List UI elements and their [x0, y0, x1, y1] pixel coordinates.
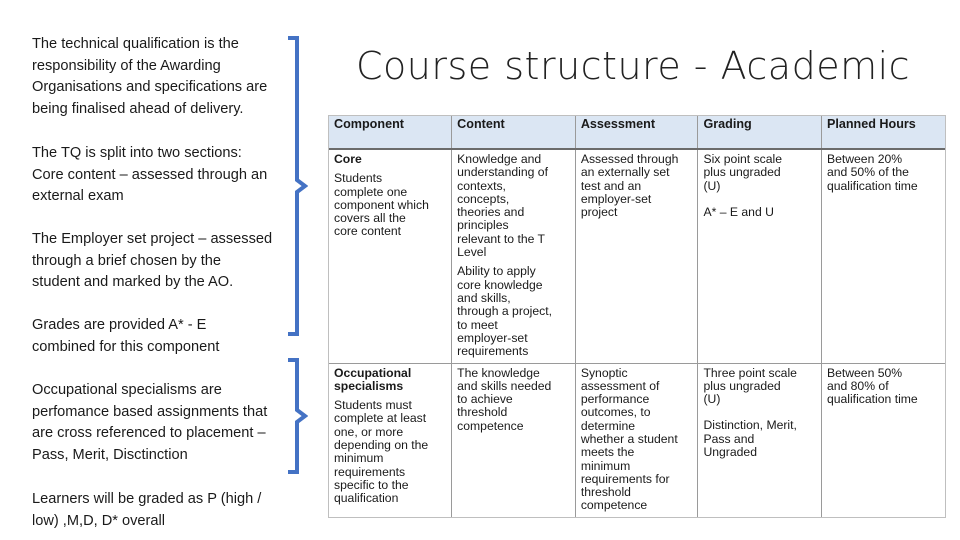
occ-grading-scale: [703, 367, 817, 407]
paragraph-tq-responsibility: [32, 34, 302, 120]
text-line: component which: [334, 197, 429, 212]
paragraph-line: low) ,M,D, D* overall: [32, 512, 165, 529]
text-line: outcomes, to: [580, 405, 651, 420]
text-line: requirements: [457, 344, 529, 359]
occ-component-desc: [334, 399, 448, 505]
text-line: core knowledge: [457, 277, 543, 292]
occupational-brace-icon: [284, 358, 308, 474]
text-line: Six point scale: [703, 152, 783, 166]
text-line: and 80% of: [826, 378, 889, 393]
text-line: employer-set: [580, 191, 652, 206]
occ-assessment-text: [581, 367, 695, 513]
paragraph-line: The Employer set project – assessed: [32, 231, 273, 247]
text-line: qualification time: [826, 392, 918, 407]
text-line: qualification time: [826, 178, 918, 193]
text-line: (U): [703, 392, 721, 407]
text-line: minimum: [334, 451, 384, 466]
core-grading-cell: [698, 149, 821, 363]
core-component-cell: [329, 149, 452, 363]
paragraph-line: student and marked by the AO.: [32, 274, 234, 291]
core-assessment-text: [581, 153, 695, 219]
table-header-row: [329, 116, 945, 149]
paragraph-line: Pass, Merit, Disctinction: [32, 446, 188, 463]
core-content-ability: [457, 265, 572, 358]
occ-hours-text: [827, 367, 942, 407]
text-line: principles: [457, 218, 509, 233]
header-assessment: Assessment: [575, 116, 698, 149]
text-line: complete one: [334, 184, 408, 199]
text-line: competence: [580, 498, 648, 513]
paragraph-line: The technical qualification is the: [32, 36, 239, 52]
paragraph-line: Organisations and specifications are: [32, 79, 268, 96]
core-content-knowledge: [457, 153, 572, 259]
text-line: and skills,: [457, 290, 511, 305]
core-grading-scale: [703, 153, 817, 193]
occ-assessment-cell: [575, 363, 698, 517]
text-line: Pass and: [703, 431, 755, 446]
text-line: and skills needed: [457, 378, 552, 393]
course-structure-table: [328, 115, 946, 518]
paragraph-line: through a brief chosen by the: [32, 252, 222, 269]
text-line: contexts,: [457, 178, 506, 193]
text-line: one, or more: [334, 424, 404, 439]
text-line: determine: [580, 418, 636, 433]
core-brace-icon: [284, 36, 308, 336]
paragraph-line: Occupational specialisms are: [32, 382, 222, 398]
text-line: plus ungraded: [703, 165, 781, 180]
text-line: Synoptic: [580, 365, 628, 380]
text-line: and 50% of the: [826, 165, 909, 180]
paragraph-overall-grading: [32, 489, 302, 532]
header-grading: Grading: [698, 116, 821, 149]
text-line: qualification: [334, 491, 399, 506]
text-line: theories and: [457, 205, 525, 220]
text-line: test and an: [580, 178, 642, 193]
text-line: Students must: [334, 398, 412, 413]
core-content-cell: [452, 149, 576, 363]
header-content: Content: [452, 116, 576, 149]
text-line: core content: [334, 224, 402, 239]
core-hours-text: [827, 153, 942, 193]
text-line: performance: [580, 392, 650, 407]
text-line: to meet: [457, 317, 498, 332]
occ-content-cell: [452, 363, 576, 517]
header-planned-hours: Planned Hours: [821, 116, 945, 149]
paragraph-line: external exam: [32, 188, 124, 205]
paragraph-line: being finalised ahead of delivery.: [32, 100, 244, 117]
text-line: Assessed through: [580, 152, 679, 166]
text-line: assessment of: [580, 378, 660, 393]
text-line: relevant to the T: [457, 231, 546, 246]
text-line: Level: [457, 245, 487, 260]
text-line: requirements for: [580, 471, 670, 486]
text-line: Distinction, Merit,: [703, 418, 797, 433]
paragraph-occupational-specialisms: [32, 380, 302, 466]
text-line: an externally set: [580, 165, 670, 180]
text-line: minimum: [580, 458, 631, 473]
occ-grading-levels: [703, 419, 817, 459]
text-line: Ungraded: [703, 444, 757, 459]
text-line: project: [580, 205, 618, 220]
text-line: depending on the: [334, 437, 429, 452]
paragraph-line: are cross referenced to placement –: [32, 425, 266, 442]
core-grading-range: A* – E and U: [703, 204, 774, 219]
occ-component-cell: [329, 363, 452, 517]
table-row-occupational: [329, 363, 945, 517]
text-line: The knowledge: [457, 365, 540, 380]
paragraph-line: responsibility of the Awarding: [32, 57, 221, 74]
text-line: specialisms: [334, 378, 404, 393]
occ-hours-cell: [821, 363, 945, 517]
text-line: requirements: [334, 464, 406, 479]
paragraph-employer-project: [32, 229, 302, 294]
text-line: threshold: [457, 405, 508, 420]
text-line: covers all the: [334, 211, 406, 226]
header-component: Component: [329, 116, 452, 149]
core-hours-cell: [821, 149, 945, 363]
text-line: competence: [457, 418, 524, 433]
paragraph-tq-split: [32, 143, 302, 208]
core-component-title: Core: [334, 152, 362, 166]
occ-grading-cell: [698, 363, 821, 517]
table-row-core: [329, 149, 945, 363]
paragraph-grades: [32, 315, 302, 358]
text-line: Ability to apply: [457, 264, 536, 279]
text-line: Students: [334, 171, 383, 186]
paragraph-line: The TQ is split into two sections:: [32, 145, 242, 161]
paragraph-line: Core content – assessed through an: [32, 166, 268, 183]
paragraph-line: perfomance based assignments that: [32, 403, 268, 420]
text-line: (U): [703, 178, 721, 193]
text-line: concepts,: [457, 191, 510, 206]
slide-title: Course structure - Academic: [356, 44, 911, 88]
text-line: complete at least: [334, 411, 427, 426]
text-line: meets the: [580, 445, 635, 460]
paragraph-line: combined for this component: [32, 338, 220, 355]
text-line: plus ungraded: [703, 378, 781, 393]
text-line: employer-set: [457, 330, 528, 345]
paragraph-line: Learners will be graded as P (high /: [32, 491, 262, 507]
text-line: Three point scale: [703, 365, 797, 380]
core-component-desc: [334, 172, 448, 238]
occ-content-text: [457, 367, 572, 433]
core-assessment-cell: [575, 149, 698, 363]
text-line: threshold: [580, 485, 631, 500]
text-line: specific to the: [334, 477, 409, 492]
text-line: whether a student: [580, 431, 678, 446]
text-line: Between 20%: [826, 152, 903, 166]
text-line: Knowledge and: [457, 152, 542, 166]
text-line: Occupational: [334, 365, 412, 380]
text-line: to achieve: [457, 392, 513, 407]
text-line: through a project,: [457, 304, 553, 319]
text-line: Between 50%: [826, 365, 903, 380]
paragraph-line: Grades are provided A* - E: [32, 317, 207, 333]
text-line: understanding of: [457, 165, 548, 180]
occ-component-title: [334, 367, 448, 394]
